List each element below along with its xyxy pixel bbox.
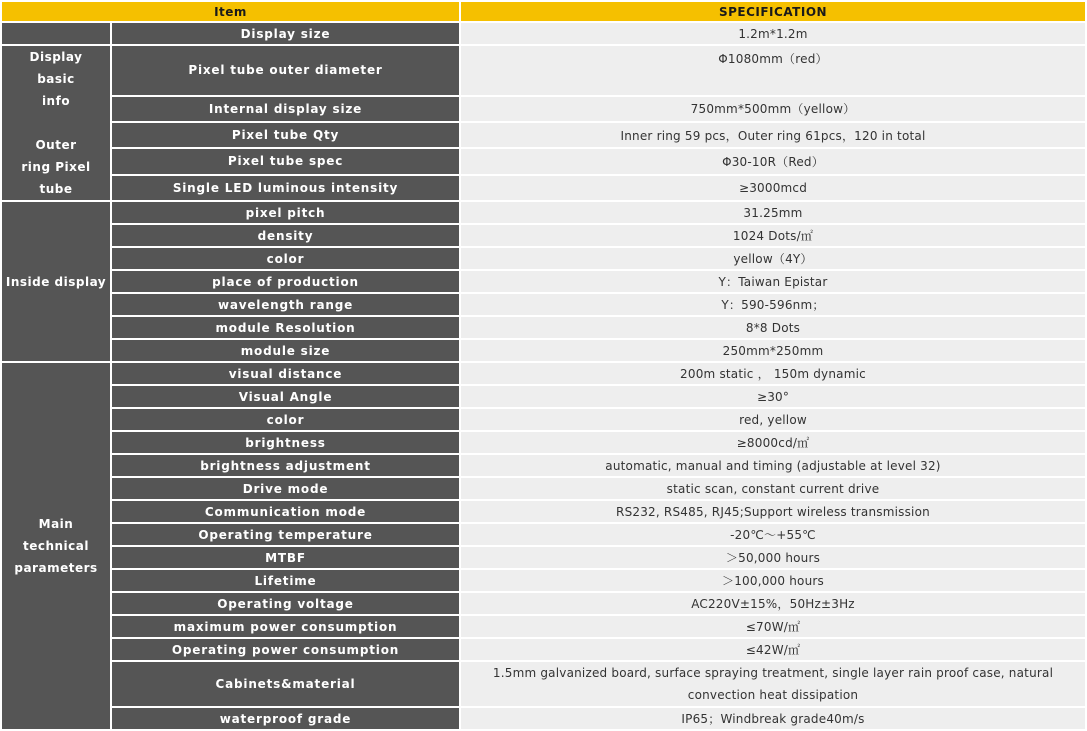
spec-cell: Y：590-596nm； xyxy=(461,294,1085,315)
spec-cell: 31.25mm xyxy=(461,202,1085,223)
item-cell: Display size xyxy=(112,23,459,44)
item-cell: brightness adjustment xyxy=(112,455,459,476)
spec-cell: -20℃～+55℃ xyxy=(461,524,1085,545)
item-cell: Pixel tube Qty xyxy=(112,123,459,147)
table-row xyxy=(2,46,1085,95)
spec-cell: ≥30° xyxy=(461,386,1085,407)
item-cell: density xyxy=(112,225,459,246)
table-row xyxy=(2,662,1085,706)
item-cell: module Resolution xyxy=(112,317,459,338)
spec-cell: ＞50,000 hours xyxy=(461,547,1085,568)
spec-cell: 750mm*500mm（yellow） xyxy=(461,97,1085,121)
table-row xyxy=(2,432,1085,453)
spec-cell: ≥3000mcd xyxy=(461,176,1085,200)
group-label-main-technical-parameters: Main technical parameters xyxy=(14,517,98,575)
table-row xyxy=(2,616,1085,637)
table-row xyxy=(2,409,1085,430)
table-row xyxy=(2,455,1085,476)
table-row xyxy=(2,363,1085,384)
table-row xyxy=(2,123,1085,147)
spec-cell: 200m static ， 150m dynamic xyxy=(461,363,1085,384)
item-cell: MTBF xyxy=(112,547,459,568)
spec-cell: 1.2m*1.2m xyxy=(461,23,1085,44)
spec-cell: red, yellow xyxy=(461,409,1085,430)
table-row xyxy=(2,23,1085,44)
table-row xyxy=(2,176,1085,200)
item-cell: module size xyxy=(112,340,459,361)
spec-cell: AC220V±15%，50Hz±3Hz xyxy=(461,593,1085,614)
item-cell: Lifetime xyxy=(112,570,459,591)
item-cell: Pixel tube outer diameter xyxy=(112,46,459,95)
spec-cell: yellow（4Y） xyxy=(461,248,1085,269)
group-cell-main-technical-parameters xyxy=(2,363,110,729)
item-cell: Operating voltage xyxy=(112,593,459,614)
item-cell: Internal display size xyxy=(112,97,459,121)
group-cell-display-outer-ring xyxy=(2,46,110,200)
item-cell: Visual Angle xyxy=(112,386,459,407)
table-row xyxy=(2,149,1085,173)
item-cell: Operating temperature xyxy=(112,524,459,545)
spec-cell: RS232, RS485, RJ45;Support wireless transmission xyxy=(461,501,1085,522)
table-row xyxy=(2,501,1085,522)
table-row xyxy=(2,97,1085,121)
item-cell: maximum power consumption xyxy=(112,616,459,637)
spec-cell: automatic, manual and timing (adjustable at level 32) xyxy=(461,455,1085,476)
item-cell: waterproof grade xyxy=(112,708,459,729)
spec-cell: ≥8000cd/㎡ xyxy=(461,432,1085,453)
table-row xyxy=(2,202,1085,223)
item-cell: wavelength range xyxy=(112,294,459,315)
table-header-row xyxy=(2,2,1085,21)
spec-cell: 1024 Dots/㎡ xyxy=(461,225,1085,246)
spec-cell: 1.5mm galvanized board, surface spraying treatment, single layer rain proof case, natural convection heat dissipation xyxy=(461,662,1085,706)
item-cell: visual distance xyxy=(112,363,459,384)
table-row xyxy=(2,639,1085,660)
table-row xyxy=(2,524,1085,545)
item-cell: brightness xyxy=(112,432,459,453)
group-label-outer-ring-pixel-tube: Outer ring Pixel tube xyxy=(21,138,91,196)
spec-cell: Y：Taiwan Epistar xyxy=(461,271,1085,292)
item-cell: Single LED luminous intensity xyxy=(112,176,459,200)
spec-cell: ≤42W/㎡ xyxy=(461,639,1085,660)
table-row xyxy=(2,317,1085,338)
item-cell: pixel pitch xyxy=(112,202,459,223)
table-row xyxy=(2,340,1085,361)
item-cell: Operating power consumption xyxy=(112,639,459,660)
item-cell: place of production xyxy=(112,271,459,292)
table-row xyxy=(2,386,1085,407)
spec-cell: Inner ring 59 pcs，Outer ring 61pcs，120 in total xyxy=(461,123,1085,147)
item-cell: Drive mode xyxy=(112,478,459,499)
header-item: Item xyxy=(2,2,459,21)
table-row xyxy=(2,271,1085,292)
item-cell: Cabinets&material xyxy=(112,662,459,706)
table-row xyxy=(2,294,1085,315)
item-cell: color xyxy=(112,409,459,430)
item-cell: Communication mode xyxy=(112,501,459,522)
table-row xyxy=(2,225,1085,246)
table-row xyxy=(2,708,1085,729)
spec-cell: ＞100,000 hours xyxy=(461,570,1085,591)
spec-cell: 250mm*250mm xyxy=(461,340,1085,361)
item-cell: color xyxy=(112,248,459,269)
table-row xyxy=(2,593,1085,614)
table-row xyxy=(2,570,1085,591)
group-label-display-basic-info: Display basic info xyxy=(29,50,83,108)
spec-cell: ≤70W/㎡ xyxy=(461,616,1085,637)
header-specification: SPECIFICATION xyxy=(461,2,1085,21)
spec-cell: Φ30-10R（Red） xyxy=(461,149,1085,173)
spec-cell: static scan, constant current drive xyxy=(461,478,1085,499)
spec-cell: Φ1080mm（red） xyxy=(461,46,1085,95)
table-row xyxy=(2,547,1085,568)
group-cell-inside-display: Inside display xyxy=(2,202,110,361)
table-row xyxy=(2,248,1085,269)
spec-cell: IP65；Windbreak grade40m/s xyxy=(461,708,1085,729)
spec-cell: 8*8 Dots xyxy=(461,317,1085,338)
item-cell: Pixel tube spec xyxy=(112,149,459,173)
table-row xyxy=(2,478,1085,499)
group-cell-empty xyxy=(2,23,110,44)
